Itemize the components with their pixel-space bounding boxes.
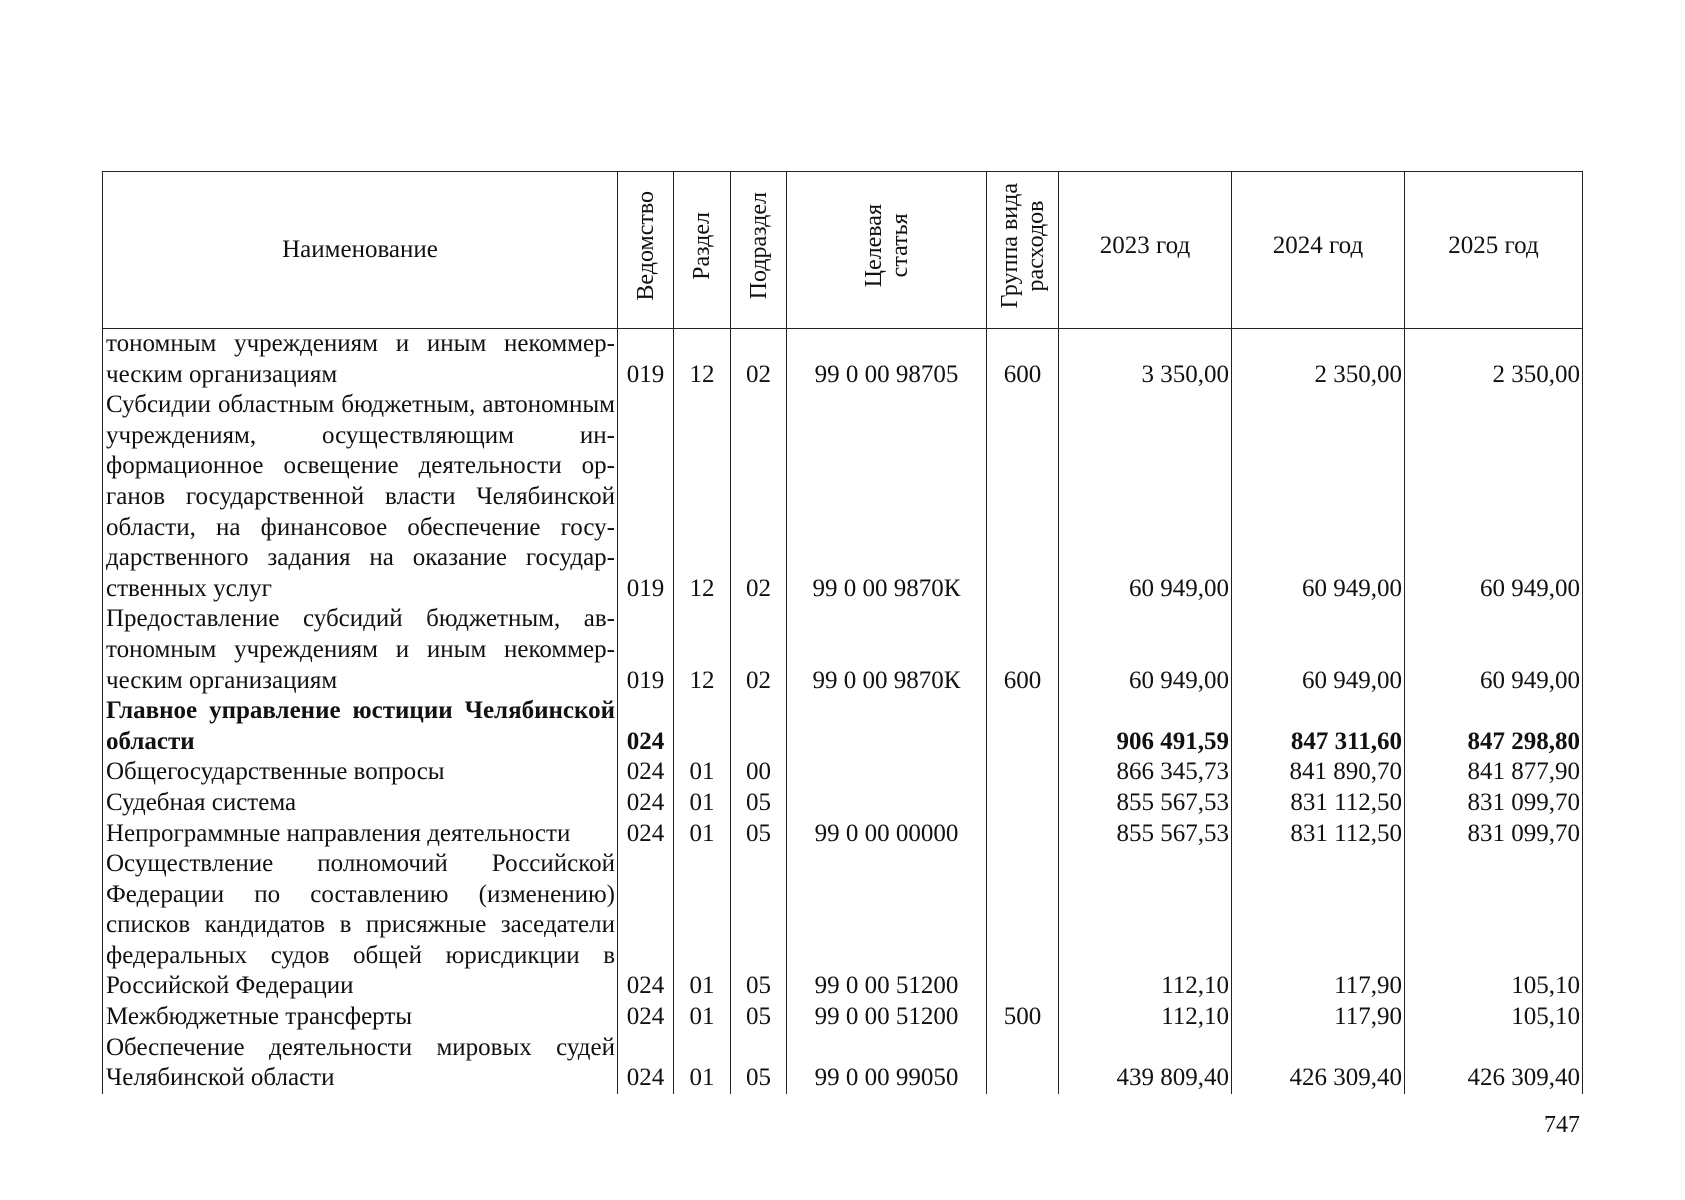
row-amount-2023: 3 350,00 xyxy=(1059,329,1232,391)
budget-table-page xyxy=(102,171,1582,1094)
row-amount-2024: 60 949,00 xyxy=(1232,604,1405,696)
row-celevaya-statya xyxy=(787,757,987,788)
row-amount-2023: 439 809,40 xyxy=(1059,1033,1232,1094)
row-amount-2023: 855 567,53 xyxy=(1059,819,1232,850)
row-name: Обеспечение деятельности мировых судей Челябинской области xyxy=(103,1033,618,1094)
row-amount-2025: 847 298,80 xyxy=(1405,696,1583,757)
row-celevaya-statya xyxy=(787,788,987,819)
table-row xyxy=(103,788,1583,819)
row-podrazdel: 05 xyxy=(731,849,787,1002)
row-amount-2024: 2 350,00 xyxy=(1232,329,1405,391)
row-vedomstvo: 019 xyxy=(618,390,674,604)
header-vedomstvo-label: Ведомство xyxy=(632,190,659,301)
row-razdel: 01 xyxy=(674,1002,731,1033)
row-celevaya-statya: 99 0 00 51200 xyxy=(787,849,987,1002)
row-gruppa-vida-rashodov xyxy=(987,849,1059,1002)
row-amount-2024: 847 311,60 xyxy=(1232,696,1405,757)
header-vedomstvo xyxy=(618,172,674,329)
row-vedomstvo: 024 xyxy=(618,849,674,1002)
row-amount-2023: 60 949,00 xyxy=(1059,390,1232,604)
row-razdel: 12 xyxy=(674,329,731,391)
table-body xyxy=(103,329,1583,1094)
row-amount-2024: 831 112,50 xyxy=(1232,788,1405,819)
header-celevaya-statya xyxy=(787,172,987,329)
header-celevaya-statya-label: Целевая статья xyxy=(860,204,913,288)
header-podrazdel-label: Подраздел xyxy=(745,192,772,300)
row-celevaya-statya: 99 0 00 99050 xyxy=(787,1033,987,1094)
row-vedomstvo: 024 xyxy=(618,1002,674,1033)
table-row xyxy=(103,329,1583,391)
row-razdel: 01 xyxy=(674,849,731,1002)
row-amount-2023: 906 491,59 xyxy=(1059,696,1232,757)
table-row xyxy=(103,696,1583,757)
row-gruppa-vida-rashodov xyxy=(987,819,1059,850)
row-amount-2023: 866 345,73 xyxy=(1059,757,1232,788)
row-amount-2023: 112,10 xyxy=(1059,1002,1232,1033)
page-number: 747 xyxy=(1544,1112,1580,1138)
table-header-row xyxy=(103,172,1583,329)
row-vedomstvo: 024 xyxy=(618,757,674,788)
row-razdel: 01 xyxy=(674,788,731,819)
row-amount-2024: 426 309,40 xyxy=(1232,1033,1405,1094)
row-amount-2025: 60 949,00 xyxy=(1405,390,1583,604)
row-name: Осуществление полномочий Российской Федерации по составлению (изменению) списков кандидатов в присяжные заседатели федеральных судов общей юрисдикции в Российской Федерации xyxy=(103,849,618,1002)
row-vedomstvo: 019 xyxy=(618,604,674,696)
row-razdel: 01 xyxy=(674,757,731,788)
row-podrazdel: 05 xyxy=(731,1033,787,1094)
row-vedomstvo: 024 xyxy=(618,696,674,757)
row-name: Общегосударственные вопросы xyxy=(103,757,618,788)
table-row xyxy=(103,819,1583,850)
row-name: Предоставление субсидий бюджетным, автономным учреждениям и иным некоммерческим организациям xyxy=(103,604,618,696)
row-amount-2025: 426 309,40 xyxy=(1405,1033,1583,1094)
budget-table xyxy=(102,171,1583,1094)
header-gruppa-vida-rashodov-label: Группа вида расходов xyxy=(996,182,1049,309)
row-name: Субсидии областным бюджетным, автономным учреждениям, осуществляющим информационное освещение деятельности органов государственной власти Челябинской области, на финансовое обеспечение государственного задания на оказание государственных услуг xyxy=(103,390,618,604)
header-year-2025 xyxy=(1405,172,1583,329)
row-amount-2025: 831 099,70 xyxy=(1405,819,1583,850)
table-row xyxy=(103,1033,1583,1094)
header-name-label: Наименование xyxy=(282,235,438,263)
row-podrazdel: 05 xyxy=(731,819,787,850)
row-razdel: 12 xyxy=(674,390,731,604)
row-name: Главное управление юстиции Челябинской области xyxy=(103,696,618,757)
table-row xyxy=(103,849,1583,1002)
row-celevaya-statya xyxy=(787,696,987,757)
row-vedomstvo: 024 xyxy=(618,819,674,850)
row-amount-2023: 112,10 xyxy=(1059,849,1232,1002)
row-amount-2024: 831 112,50 xyxy=(1232,819,1405,850)
table-row xyxy=(103,390,1583,604)
row-celevaya-statya: 99 0 00 51200 xyxy=(787,1002,987,1033)
row-amount-2025: 841 877,90 xyxy=(1405,757,1583,788)
row-amount-2023: 60 949,00 xyxy=(1059,604,1232,696)
row-name: тономным учреждениям и иным некоммерческим организациям xyxy=(103,329,618,391)
row-gruppa-vida-rashodov xyxy=(987,788,1059,819)
header-podrazdel xyxy=(731,172,787,329)
row-razdel: 01 xyxy=(674,1033,731,1094)
row-celevaya-statya: 99 0 00 98705 xyxy=(787,329,987,391)
row-amount-2024: 841 890,70 xyxy=(1232,757,1405,788)
row-amount-2023: 855 567,53 xyxy=(1059,788,1232,819)
row-name: Межбюджетные трансферты xyxy=(103,1002,618,1033)
header-year-2023-label: 2023 год xyxy=(1099,231,1191,259)
header-razdel-label: Раздел xyxy=(689,211,715,280)
row-podrazdel xyxy=(731,696,787,757)
row-amount-2024: 60 949,00 xyxy=(1232,390,1405,604)
row-gruppa-vida-rashodov xyxy=(987,696,1059,757)
row-gruppa-vida-rashodov xyxy=(987,1033,1059,1094)
row-razdel: 12 xyxy=(674,604,731,696)
row-podrazdel: 00 xyxy=(731,757,787,788)
table-row xyxy=(103,604,1583,696)
row-amount-2025: 105,10 xyxy=(1405,849,1583,1002)
row-gruppa-vida-rashodov: 600 xyxy=(987,329,1059,391)
row-gruppa-vida-rashodov xyxy=(987,757,1059,788)
row-podrazdel: 02 xyxy=(731,329,787,391)
row-gruppa-vida-rashodov xyxy=(987,390,1059,604)
header-razdel xyxy=(674,172,731,329)
row-amount-2025: 2 350,00 xyxy=(1405,329,1583,391)
row-razdel xyxy=(674,696,731,757)
row-amount-2025: 60 949,00 xyxy=(1405,604,1583,696)
header-year-2023 xyxy=(1059,172,1232,329)
row-gruppa-vida-rashodov: 600 xyxy=(987,604,1059,696)
header-gruppa-vida-rashodov xyxy=(987,172,1059,329)
row-gruppa-vida-rashodov: 500 xyxy=(987,1002,1059,1033)
row-podrazdel: 05 xyxy=(731,1002,787,1033)
row-celevaya-statya: 99 0 00 9870К xyxy=(787,390,987,604)
header-year-2024-label: 2024 год xyxy=(1272,231,1364,259)
row-celevaya-statya: 99 0 00 9870К xyxy=(787,604,987,696)
row-vedomstvo: 024 xyxy=(618,1033,674,1094)
row-name: Непрограммные направления деятельности xyxy=(103,819,618,850)
row-amount-2024: 117,90 xyxy=(1232,1002,1405,1033)
row-amount-2025: 831 099,70 xyxy=(1405,788,1583,819)
row-podrazdel: 05 xyxy=(731,788,787,819)
table-row xyxy=(103,1002,1583,1033)
row-vedomstvo: 024 xyxy=(618,788,674,819)
row-vedomstvo: 019 xyxy=(618,329,674,391)
row-amount-2025: 105,10 xyxy=(1405,1002,1583,1033)
header-year-2025-label: 2025 год xyxy=(1448,231,1539,259)
row-razdel: 01 xyxy=(674,819,731,850)
row-name: Судебная система xyxy=(103,788,618,819)
row-podrazdel: 02 xyxy=(731,604,787,696)
header-year-2024 xyxy=(1232,172,1405,329)
header-name xyxy=(103,172,618,329)
table-row xyxy=(103,757,1583,788)
row-amount-2024: 117,90 xyxy=(1232,849,1405,1002)
row-podrazdel: 02 xyxy=(731,390,787,604)
row-celevaya-statya: 99 0 00 00000 xyxy=(787,819,987,850)
